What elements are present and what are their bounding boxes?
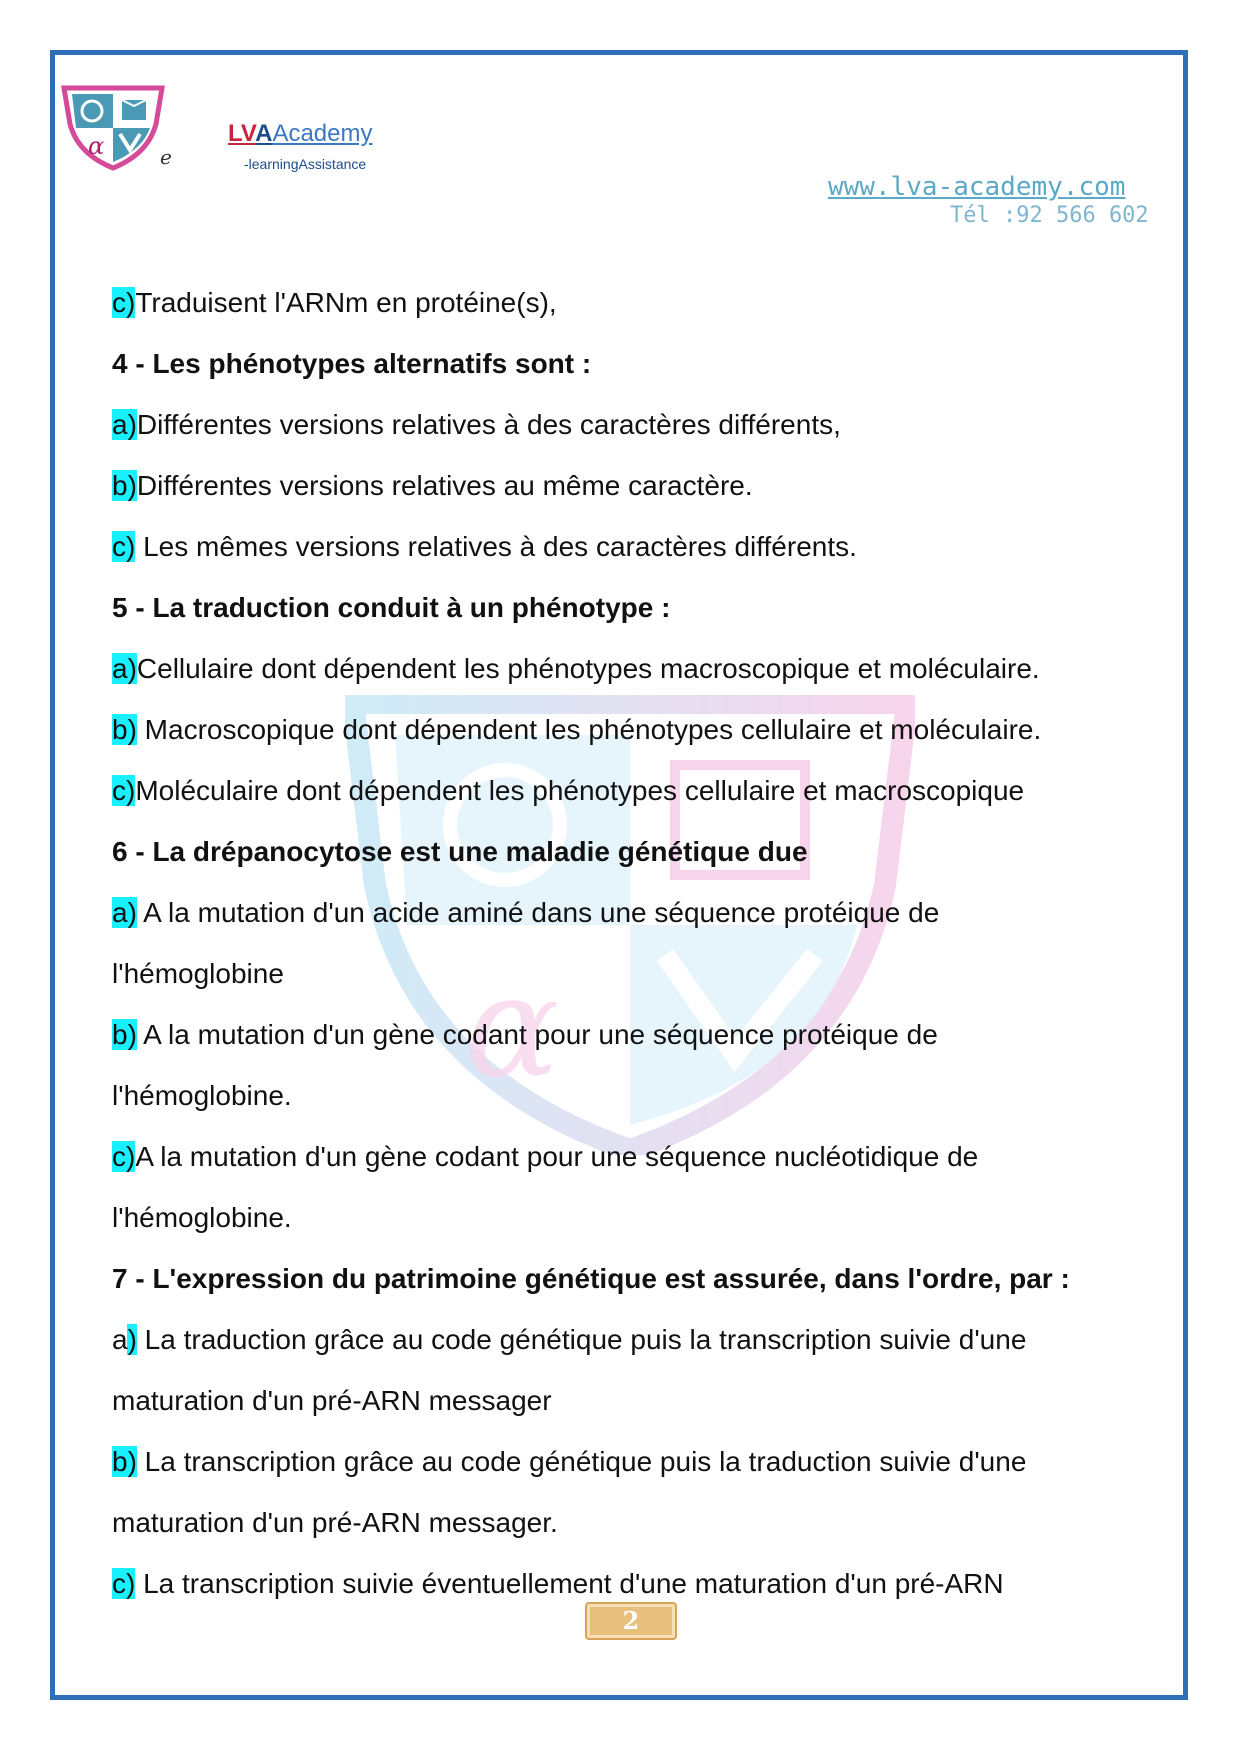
line-continuation: l'hémoglobine <box>112 958 284 989</box>
option-text: Moléculaire dont dépendent les phénotypes cellulaire et macroscopique <box>135 775 1025 806</box>
svg-text:α: α <box>465 946 560 1109</box>
option-label: b) <box>112 470 137 501</box>
line-option-c <box>112 516 1132 577</box>
brand-academy: Academy <box>272 120 373 147</box>
lva-academy-logo <box>58 80 168 172</box>
question-5: 5 - La traduction conduit à un phénotype : <box>112 592 671 623</box>
line-option-a <box>112 1309 1132 1370</box>
brand-name <box>228 120 373 148</box>
line-option-b <box>112 1004 1132 1065</box>
line-option-c <box>112 1126 1132 1187</box>
line-option-c <box>112 760 1132 821</box>
website-link[interactable]: www.lva-academy.com <box>828 172 1126 202</box>
option-label: c) <box>112 775 136 806</box>
option-text: A la mutation d'un gène codant pour une séquence nucléotidique de <box>135 1141 979 1172</box>
line-option-b <box>112 699 1132 760</box>
option-label: b) <box>112 1446 137 1477</box>
line-continuation: l'hémoglobine. <box>112 1202 292 1233</box>
line-option-a <box>112 394 1132 455</box>
option-text: La transcription grâce au code génétique puis la traduction suivie d'une <box>136 1446 1027 1477</box>
option-text: Différentes versions relatives à des caractères différents, <box>136 409 841 440</box>
option-text: A la mutation d'un acide aminé dans une séquence protéique de <box>136 897 940 928</box>
line-option-c <box>112 272 1132 333</box>
option-text: Macroscopique dont dépendent les phénotypes cellulaire et moléculaire. <box>136 714 1042 745</box>
option-label: a) <box>112 409 137 440</box>
option-label: c) <box>112 287 136 318</box>
question-6: 6 - La drépanocytose est une maladie génétique due <box>112 836 808 867</box>
option-label: b) <box>112 1019 137 1050</box>
option-text: Différentes versions relatives au même caractère. <box>136 470 753 501</box>
line-option-b <box>112 455 1132 516</box>
option-label: b) <box>112 714 137 745</box>
option-text: Cellulaire dont dépendent les phénotypes macroscopique et moléculaire. <box>136 653 1040 684</box>
brand-a: A <box>255 120 273 147</box>
option-text: La transcription suivie éventuellement d'une maturation d'un pré-ARN <box>135 1568 1004 1599</box>
brand-lv: LV <box>228 120 256 147</box>
option-label: c) <box>112 1568 136 1599</box>
option-label: a) <box>112 653 137 684</box>
question-7: 7 - L'expression du patrimoine génétique est assurée, dans l'ordre, par : <box>112 1263 1070 1294</box>
line-option-b <box>112 1431 1132 1492</box>
option-text: La traduction grâce au code génétique puis la transcription suivie d'une <box>136 1324 1027 1355</box>
line-continuation: maturation d'un pré-ARN messager. <box>112 1507 558 1538</box>
option-text: A la mutation d'un gène codant pour une séquence protéique de <box>136 1019 938 1050</box>
line-continuation: l'hémoglobine. <box>112 1080 292 1111</box>
logo-suffix: e <box>160 145 172 169</box>
line-option-a <box>112 638 1132 699</box>
option-text: Les mêmes versions relatives à des caractères différents. <box>135 531 857 562</box>
option-label: a) <box>112 897 137 928</box>
option-label: c) <box>112 531 136 562</box>
option-label: a) <box>112 1324 137 1355</box>
phone-number: Tél :92 566 602 <box>950 203 1149 228</box>
option-text: Traduisent l'ARNm en protéine(s), <box>135 287 557 318</box>
question-4: 4 - Les phénotypes alternatifs sont : <box>112 348 592 379</box>
page-number-badge: 2 <box>585 1602 677 1640</box>
line-option-a <box>112 882 1132 943</box>
exercise-content <box>112 272 1132 1614</box>
svg-text:α: α <box>88 132 105 160</box>
brand-tagline: -learningAssistance <box>244 156 367 172</box>
line-continuation: maturation d'un pré-ARN messager <box>112 1385 552 1416</box>
option-label: c) <box>112 1141 136 1172</box>
